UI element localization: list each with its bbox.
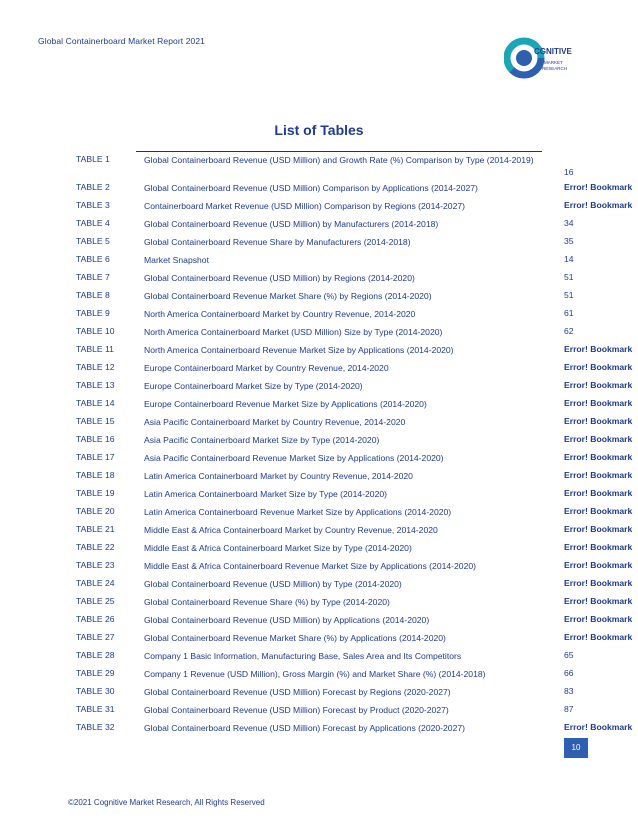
toc-row[interactable]: [0, 630, 638, 648]
toc-row[interactable]: [0, 504, 638, 522]
toc-table-description[interactable]: Global Containerboard Revenue (USD Million) Comparison by Applications (2014-2027): [144, 183, 478, 193]
toc-table-description[interactable]: Global Containerboard Revenue (USD Million) Forecast by Product (2020-2027): [144, 705, 449, 715]
toc-table-description[interactable]: Europe Containerboard Market by Country Revenue, 2014-2020: [144, 363, 389, 373]
toc-table-description[interactable]: Latin America Containerboard Revenue Market Size by Applications (2014-2020): [144, 507, 452, 517]
toc-row[interactable]: [0, 612, 638, 630]
toc-page-ref: Error! Bookmark: [564, 542, 633, 552]
toc-page-ref: 14: [564, 254, 574, 264]
toc-row[interactable]: [0, 414, 638, 432]
toc-row[interactable]: [0, 324, 638, 342]
toc-page-ref: Error! Bookmark: [564, 614, 633, 624]
toc-table-description[interactable]: Global Containerboard Revenue (USD Million) Forecast by Applications (2020-2027): [144, 723, 465, 733]
logo-text-main: CGNITIVE: [534, 47, 572, 56]
toc-page-ref: 16: [564, 167, 574, 177]
toc-page-ref: Error! Bookmark: [564, 452, 633, 462]
toc-row[interactable]: [0, 270, 638, 288]
toc-row[interactable]: [0, 432, 638, 450]
toc-page-ref: Error! Bookmark: [564, 344, 633, 354]
toc-row[interactable]: [0, 486, 638, 504]
toc-table-number: TABLE 23: [76, 560, 115, 570]
toc-row[interactable]: [0, 216, 638, 234]
toc-table-number: TABLE 32: [76, 722, 115, 732]
toc-page-ref: 61: [564, 308, 574, 318]
toc-page-ref: Error! Bookmark: [564, 398, 633, 408]
toc-table-number: TABLE 29: [76, 668, 115, 678]
toc-table-number: TABLE 7: [76, 272, 110, 282]
toc-table-number: TABLE 22: [76, 542, 115, 552]
toc-table-description[interactable]: Middle East & Africa Containerboard Market by Country Revenue, 2014-2020: [144, 525, 438, 535]
toc-row[interactable]: [0, 720, 638, 738]
toc-table-number: TABLE 1: [76, 154, 110, 164]
toc-row[interactable]: [0, 576, 638, 594]
toc-table-description[interactable]: Global Containerboard Revenue Share (%) by Type (2014-2020): [144, 597, 390, 607]
toc-table-description[interactable]: Global Containerboard Revenue (USD Million) by Applications (2014-2020): [144, 615, 430, 625]
toc-page-ref: 87: [564, 704, 574, 714]
toc-page-ref: Error! Bookmark: [564, 578, 633, 588]
toc-row[interactable]: [0, 702, 638, 720]
toc-row[interactable]: [0, 594, 638, 612]
toc-row[interactable]: [0, 540, 638, 558]
toc-table-description[interactable]: Market Snapshot: [144, 255, 209, 265]
toc-table-number: TABLE 24: [76, 578, 115, 588]
toc-row[interactable]: [0, 522, 638, 540]
toc-table-number: TABLE 18: [76, 470, 115, 480]
toc-table-description[interactable]: North America Containerboard Revenue Market Size by Applications (2014-2020): [144, 345, 454, 355]
toc-table-description[interactable]: North America Containerboard Market (USD Million) Size by Type (2014-2020): [144, 327, 443, 337]
toc-table-number: TABLE 27: [76, 632, 115, 642]
toc-table-number: TABLE 4: [76, 218, 110, 228]
toc-table-description[interactable]: Global Containerboard Revenue Market Share (%) by Applications (2014-2020): [144, 633, 446, 643]
toc-row[interactable]: [0, 684, 638, 702]
toc-page-ref: Error! Bookmark: [564, 380, 633, 390]
toc-table-number: TABLE 5: [76, 236, 110, 246]
toc-row[interactable]: [0, 666, 638, 684]
toc-row[interactable]: [0, 180, 638, 198]
toc-page-ref: 83: [564, 686, 574, 696]
toc-table-description[interactable]: Global Containerboard Revenue Share by Manufacturers (2014-2018): [144, 237, 411, 247]
logo-text-sub2: RESEARCH: [542, 66, 568, 71]
toc-table-description[interactable]: Global Containerboard Revenue (USD Million) by Type (2014-2020): [144, 579, 402, 589]
toc-row[interactable]: [0, 342, 638, 360]
toc-page-ref: Error! Bookmark: [564, 596, 633, 606]
toc-table-number: TABLE 30: [76, 686, 115, 696]
toc-table-description[interactable]: Global Containerboard Revenue Market Share (%) by Regions (2014-2020): [144, 291, 432, 301]
toc-table-number: TABLE 15: [76, 416, 115, 426]
toc-page-ref: 51: [564, 290, 574, 300]
toc-row[interactable]: [0, 252, 638, 270]
logo-graphic: [504, 30, 584, 86]
toc-row[interactable]: [0, 648, 638, 666]
toc-table-number: TABLE 2: [76, 182, 110, 192]
toc-page-ref: Error! Bookmark: [564, 560, 633, 570]
toc-row[interactable]: [0, 450, 638, 468]
page-number-badge: 10: [564, 738, 588, 758]
toc-page-ref: Error! Bookmark: [564, 524, 633, 534]
toc-table-number: TABLE 28: [76, 650, 115, 660]
toc-table-number: TABLE 25: [76, 596, 115, 606]
toc-table-number: TABLE 10: [76, 326, 115, 336]
toc-table-description[interactable]: Global Containerboard Revenue (USD Million) by Regions (2014-2020): [144, 273, 415, 283]
toc-table-description[interactable]: Middle East & Africa Containerboard Market Size by Type (2014-2020): [144, 543, 412, 553]
toc-row[interactable]: [0, 396, 638, 414]
toc-row[interactable]: [0, 468, 638, 486]
toc-table-description[interactable]: Asia Pacific Containerboard Revenue Market Size by Applications (2014-2020): [144, 453, 444, 463]
toc-table-number: TABLE 20: [76, 506, 115, 516]
toc-page-ref: 65: [564, 650, 574, 660]
toc-table-number: TABLE 8: [76, 290, 110, 300]
toc-row[interactable]: [0, 558, 638, 576]
toc-table-number: TABLE 9: [76, 308, 110, 318]
toc-table-number: TABLE 12: [76, 362, 115, 372]
toc-page-ref: 62: [564, 326, 574, 336]
toc-table-description[interactable]: Latin America Containerboard Market by Country Revenue, 2014-2020: [144, 471, 413, 481]
toc-table-description[interactable]: Global Containerboard Revenue (USD Million) by Manufacturers (2014-2018): [144, 219, 439, 229]
header-report-title: Global Containerboard Market Report 2021: [38, 36, 206, 46]
company-logo: [504, 30, 584, 86]
toc-page-ref: Error! Bookmark: [564, 434, 633, 444]
toc-table-number: TABLE 21: [76, 524, 115, 534]
toc-page-ref: Error! Bookmark: [564, 722, 633, 732]
toc-table-number: TABLE 19: [76, 488, 115, 498]
table-list: [0, 152, 638, 738]
toc-table-number: TABLE 14: [76, 398, 115, 408]
logo-text-sub1: MARKET: [544, 60, 563, 65]
toc-table-number: TABLE 31: [76, 704, 115, 714]
toc-page-ref: 66: [564, 668, 574, 678]
toc-table-description[interactable]: Company 1 Basic Information, Manufacturing Base, Sales Area and Its Competitors: [144, 651, 462, 661]
toc-table-description[interactable]: Asia Pacific Containerboard Market Size by Type (2014-2020): [144, 435, 380, 445]
toc-row[interactable]: [0, 288, 638, 306]
toc-page-ref: Error! Bookmark: [564, 362, 633, 372]
toc-table-description[interactable]: Global Containerboard Revenue (USD Million) and Growth Rate (%) Comparison by Type (2014-2019): [144, 155, 534, 165]
toc-table-description[interactable]: Middle East & Africa Containerboard Revenue Market Size by Applications (2014-2020): [144, 561, 476, 571]
footer-copyright: ©2021 Cognitive Market Research, All Rights Reserved: [68, 798, 265, 807]
toc-table-description[interactable]: Containerboard Market Revenue (USD Million) Comparison by Regions (2014-2027): [144, 201, 465, 211]
toc-table-number: TABLE 16: [76, 434, 115, 444]
toc-row[interactable]: [0, 378, 638, 396]
toc-table-number: TABLE 3: [76, 200, 110, 210]
toc-page-ref: Error! Bookmark: [564, 470, 633, 480]
toc-row[interactable]: [0, 306, 638, 324]
toc-page-ref: Error! Bookmark: [564, 506, 633, 516]
toc-table-description[interactable]: Latin America Containerboard Market Size by Type (2014-2020): [144, 489, 387, 499]
toc-table-description[interactable]: Europe Containerboard Market Size by Type (2014-2020): [144, 381, 363, 391]
toc-page-ref: 34: [564, 218, 574, 228]
toc-table-number: TABLE 17: [76, 452, 115, 462]
toc-page-ref: 35: [564, 236, 574, 246]
toc-table-number: TABLE 26: [76, 614, 115, 624]
toc-page-ref: Error! Bookmark: [564, 182, 633, 192]
toc-table-number: TABLE 13: [76, 380, 115, 390]
toc-page-ref: Error! Bookmark: [564, 200, 633, 210]
toc-table-description[interactable]: Asia Pacific Containerboard Market by Country Revenue, 2014-2020: [144, 417, 406, 427]
toc-table-description[interactable]: North America Containerboard Market by Country Revenue, 2014-2020: [144, 309, 416, 319]
toc-row[interactable]: [0, 198, 638, 216]
list-of-tables-heading: List of Tables: [274, 122, 364, 138]
toc-row[interactable]: [0, 360, 638, 378]
toc-page-ref: Error! Bookmark: [564, 488, 633, 498]
toc-row[interactable]: [0, 152, 638, 180]
toc-page-ref: 51: [564, 272, 574, 282]
toc-table-description[interactable]: Company 1 Revenue (USD Million), Gross Margin (%) and Market Share (%) (2014-2018): [144, 669, 486, 679]
toc-table-description[interactable]: Europe Containerboard Revenue Market Size by Applications (2014-2020): [144, 399, 427, 409]
toc-table-number: TABLE 11: [76, 344, 114, 354]
toc-table-number: TABLE 6: [76, 254, 110, 264]
toc-page-ref: Error! Bookmark: [564, 632, 633, 642]
toc-table-description[interactable]: Global Containerboard Revenue (USD Million) Forecast by Regions (2020-2027): [144, 687, 451, 697]
toc-page-ref: Error! Bookmark: [564, 416, 633, 426]
toc-row[interactable]: [0, 234, 638, 252]
